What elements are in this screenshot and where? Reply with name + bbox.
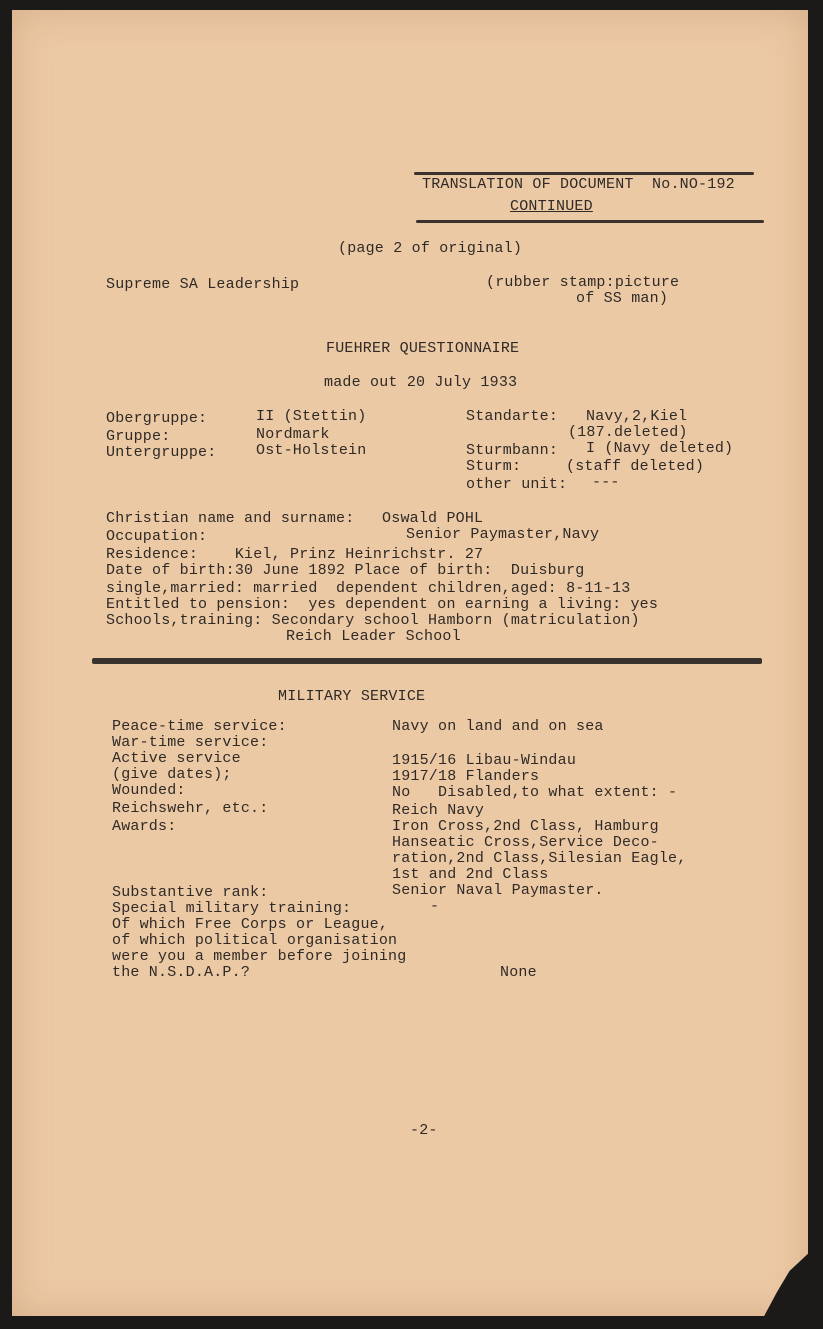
- rank-label: Substantive rank:: [112, 884, 269, 901]
- page-number: -2-: [410, 1122, 438, 1139]
- stamp-note-1: (rubber stamp:picture: [486, 274, 680, 291]
- military-heading: MILITARY SERVICE: [278, 688, 426, 705]
- military-label: Awards:: [112, 818, 177, 835]
- header-bottom-rule: [416, 220, 764, 223]
- issuer: Supreme SA Leadership: [106, 276, 300, 293]
- stamp-note-2: of SS man): [576, 290, 669, 307]
- schools-line-2: Reich Leader School: [286, 628, 461, 645]
- made-out-date: made out 20 July 1933: [324, 374, 518, 391]
- military-label: Active service: [112, 750, 241, 767]
- name-line: Christian name and surname: Oswald POHL: [106, 510, 484, 527]
- military-label: Wounded:: [112, 782, 186, 799]
- league-value: None: [500, 964, 537, 981]
- military-value: ration,2nd Class,Silesian Eagle,: [392, 850, 687, 867]
- sturmbann-value: I (Navy deleted): [586, 440, 734, 457]
- military-value: Iron Cross,2nd Class, Hamburg: [392, 818, 659, 835]
- military-label: War-time service:: [112, 734, 269, 751]
- obergruppe-label: Obergruppe:: [106, 410, 208, 427]
- league-line: were you a member before joining: [112, 948, 407, 965]
- military-label: Peace-time service:: [112, 718, 287, 735]
- marital-line: single,married: married dependent children,aged: 8-11-13: [106, 580, 631, 597]
- league-line: Of which Free Corps or League,: [112, 916, 389, 933]
- torn-corner: [762, 1250, 812, 1320]
- standarte-label: Standarte:: [466, 408, 559, 425]
- military-value: Reich Navy: [392, 802, 485, 819]
- league-line: the N.S.D.A.P.?: [112, 964, 251, 981]
- occupation-label: Occupation:: [106, 528, 208, 545]
- obergruppe-value: II (Stettin): [256, 408, 367, 425]
- military-value: No Disabled,to what extent: -: [392, 784, 678, 801]
- page-note: (page 2 of original): [338, 240, 523, 257]
- untergruppe-value: Ost-Holstein: [256, 442, 367, 459]
- untergruppe-label: Untergruppe:: [106, 444, 217, 461]
- pension-line: Entitled to pension: yes dependent on earning a living: yes: [106, 596, 659, 613]
- translation-header: [408, 172, 764, 224]
- military-value: 1915/16 Libau-Windau: [392, 752, 577, 769]
- special-training-value: -: [430, 898, 440, 915]
- military-value: 1st and 2nd Class: [392, 866, 549, 883]
- section-divider: [92, 658, 762, 664]
- sturm-value: (staff deleted): [566, 458, 705, 475]
- other-unit-value: ---: [592, 474, 620, 491]
- gruppe-value: Nordmark: [256, 426, 330, 443]
- header-top-rule: [414, 172, 754, 175]
- document-page: [12, 10, 808, 1316]
- page-title: FUEHRER QUESTIONNAIRE: [326, 340, 520, 357]
- special-training-label: Special military training:: [112, 900, 352, 917]
- occupation-value: Senior Paymaster,Navy: [406, 526, 600, 543]
- residence-line: Residence: Kiel, Prinz Heinrichstr. 27: [106, 546, 484, 563]
- translation-line: TRANSLATION OF DOCUMENT No.NO-192: [422, 176, 735, 193]
- sturm-label: Sturm:: [466, 458, 522, 475]
- military-value: Navy on land and on sea: [392, 718, 604, 735]
- military-label: (give dates);: [112, 766, 232, 783]
- sturmbann-label: Sturmbann:: [466, 442, 559, 459]
- standarte-note: (187.deleted): [568, 424, 688, 441]
- military-value: 1917/18 Flanders: [392, 768, 540, 785]
- league-line: of which political organisation: [112, 932, 398, 949]
- military-value: Hanseatic Cross,Service Deco-: [392, 834, 659, 851]
- standarte-value: Navy,2,Kiel: [586, 408, 688, 425]
- other-unit-label: other unit:: [466, 476, 568, 493]
- gruppe-label: Gruppe:: [106, 428, 171, 445]
- rank-value: Senior Naval Paymaster.: [392, 882, 604, 899]
- continued-label: CONTINUED: [510, 198, 593, 215]
- birth-line: Date of birth:30 June 1892 Place of birth: Duisburg: [106, 562, 585, 579]
- schools-line: Schools,training: Secondary school Hamborn (matriculation): [106, 612, 640, 629]
- military-label: Reichswehr, etc.:: [112, 800, 269, 817]
